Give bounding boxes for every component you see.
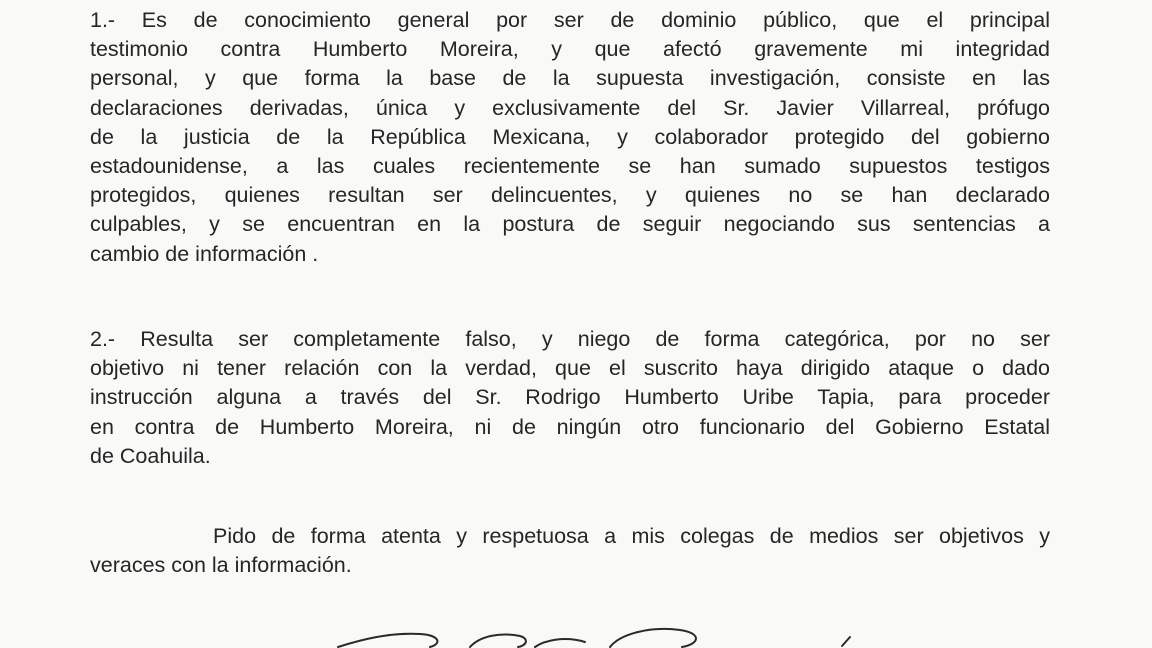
paragraph-1-line: personal, y que forma la base de la supuesta investigación, consiste en las — [90, 66, 1050, 91]
paragraph-1-line: testimonio contra Humberto Moreira, y que afectó gravemente mi integridad — [90, 37, 1050, 62]
paragraph-2-line: instrucción alguna a través del Sr. Rodrigo Humberto Uribe Tapia, para proceder — [90, 385, 1050, 410]
handwritten-signature-icon — [330, 620, 890, 648]
paragraph-2-line: en contra de Humberto Moreira, ni de ningún otro funcionario del Gobierno Estatal — [90, 414, 1050, 439]
paragraph-1-line: estadounidense, a las cuales recientemente se han sumado supuestos testigos — [90, 154, 1050, 179]
paragraph-2-line: objetivo ni tener relación con la verdad, que el suscrito haya dirigido ataque o dado — [90, 356, 1050, 381]
paragraph-1-line: culpables, y se encuentran en la postura de seguir negociando sus sentencias a — [90, 212, 1050, 237]
paragraph-1-line: 1.- Es de conocimiento general por ser de dominio público, que el principal — [90, 8, 1050, 32]
paragraph-1-line: declaraciones derivadas, única y exclusivamente del Sr. Javier Villarreal, prófugo — [90, 95, 1050, 120]
paragraph-2 — [90, 325, 1050, 471]
paragraph-3-line: veraces con la información. — [90, 553, 352, 578]
paragraph-3 — [90, 522, 1050, 580]
paragraph-3-line: Pido de forma atenta y respetuosa a mis colegas de medios ser objetivos y — [90, 524, 1050, 548]
paragraph-1-line: cambio de información . — [90, 241, 319, 266]
paragraph-1-line: protegidos, quienes resultan ser delincuentes, y quienes no se han declarado — [90, 183, 1050, 208]
paragraph-2-line: de Coahuila. — [90, 443, 211, 468]
paragraph-1 — [90, 6, 1050, 269]
paragraph-1-line: de la justicia de la República Mexicana, y colaborador protegido del gobierno — [90, 124, 1050, 149]
paragraph-2-line: 2.- Resulta ser completamente falso, y niego de forma categórica, por no ser — [90, 327, 1050, 351]
